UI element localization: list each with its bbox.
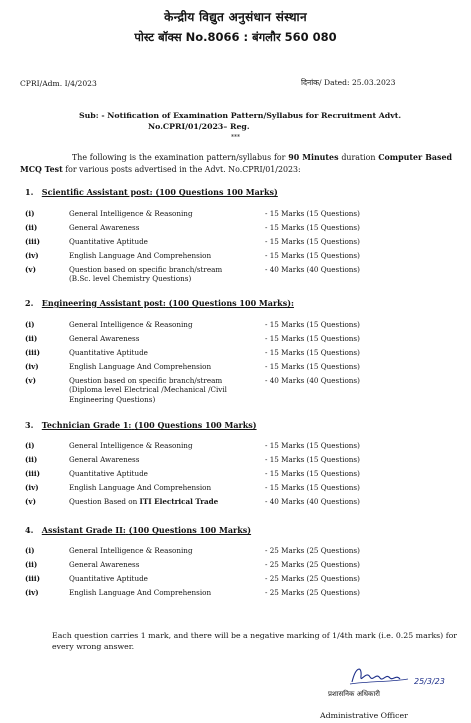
separator-stars: *** [231,134,240,141]
negative-marking-note: Each question carries 1 mark, and there will be a negative marking of 1/4th mark (i.e. 0.25 marks) for every wrong answer. [52,631,458,651]
issue-date: दिनांक/ Dated: 25.03.2023 [301,78,396,87]
intro-text-2: duration [338,153,379,162]
subject-line [79,110,429,132]
iti-trade: ITI Electrical Trade [139,497,219,506]
subject-line-1: - Notification of Examination Pattern/Syllabus for Recruitment Advt. [101,111,402,120]
signature-image [346,664,456,688]
org-address-header: पोस्ट बॉक्स No.8066 : बंगलौर 560 080 [134,30,337,44]
section-assistant-grade-2 [25,525,251,535]
section-number: 3. [25,420,34,430]
section-engineering-assistant [25,298,294,308]
signature-date: 25/3/23 [414,677,445,686]
reference-number: CPRI/Adm. I/4/2023 [20,79,97,88]
section-title: Engineering Assistant post: (100 Questions 100 Marks): [41,298,294,308]
section-title: Scientific Assistant post: (100 Questions 100 Marks) [41,187,278,197]
section-number: 4. [25,525,34,535]
exam-test-type: Computer Based MCQ Test [20,153,453,174]
designation: Administrative Officer [320,711,408,720]
section-scientific-assistant [25,187,278,197]
exam-duration: 90 Minutes [288,153,339,162]
org-name-header: केन्द्रीय विद्युत अनुसंधान संस्थान [164,10,307,24]
subject-label: Sub: [79,111,99,120]
subject-line-2: No.CPRI/01/2023– Reg. [148,122,250,131]
intro-paragraph [20,152,452,176]
section-title: Assistant Grade II: (100 Questions 100 Marks) [41,525,252,535]
section-title: Technician Grade 1: (100 Questions 100 Marks) [41,420,257,430]
intro-text-3: for various posts advertised in the Advt. No.CPRI/01/2023: [62,165,301,174]
section-number: 2. [25,298,34,308]
section-number: 1. [25,187,34,197]
intro-text-1: The following is the examination pattern/syllabus for [72,153,289,162]
signature-title: प्रशासनिक अधिकारी [328,690,380,698]
section-technician-grade-1 [25,420,257,430]
